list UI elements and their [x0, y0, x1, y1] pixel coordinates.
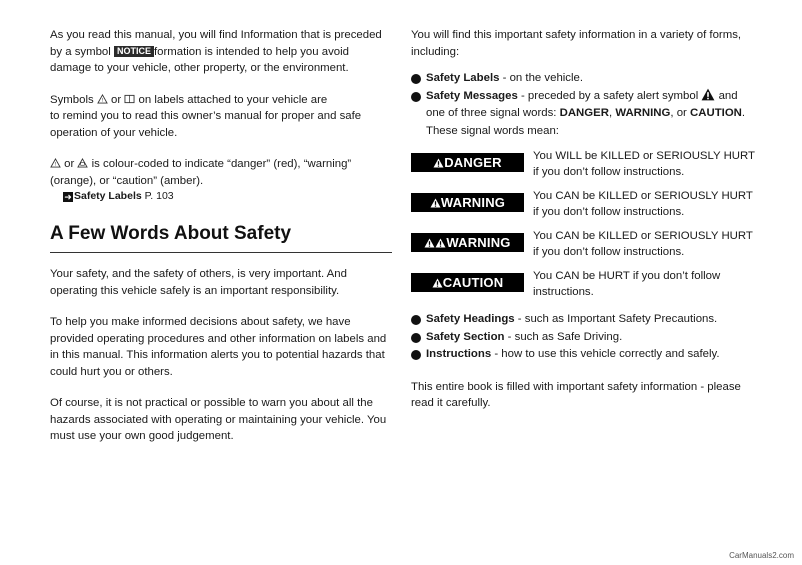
- bullet-icon: [411, 350, 421, 360]
- section-heading: A Few Words About Safety: [50, 222, 392, 253]
- safety-alert-icon: [424, 238, 435, 248]
- right-column: [411, 27, 756, 412]
- symbols-paragraph: Symbols ! or on labels attached to your vehicle are to remind you to read this owner’s manual for proper and safe operation of your vehicle.: [50, 93, 362, 139]
- warning-triangle-icon: [50, 158, 61, 168]
- signal-words-list: [411, 149, 756, 300]
- caution-badge: CAUTION: [411, 273, 524, 292]
- list-item: Safety Labels - on the vehicle.: [411, 70, 756, 88]
- bullet-icon: [411, 92, 421, 102]
- list-item: Safety Headings - such as Important Safety Precautions.: [411, 311, 756, 329]
- svg-text:!: !: [101, 97, 104, 104]
- safety-paragraph-3: Of course, it is not practical or possible to warn you about all the hazards associated with operating or maintaining your vehicle. You must use your own good judgement.: [50, 397, 387, 442]
- safety-labels-reference-link[interactable]: ➜ Safety Labels P. 103: [64, 190, 174, 202]
- warning-manual-icon: [77, 158, 88, 168]
- safety-alert-icon: [430, 198, 441, 208]
- signal-row-warning-double: WARNING You CAN be KILLED or SERIOUSLY HURT if you don’t follow instructions.: [411, 229, 756, 260]
- arrow-reference-icon: ➜: [64, 192, 72, 202]
- warning-triangle-icon: [97, 94, 108, 104]
- warning-double-badge: WARNING: [411, 233, 524, 252]
- safety-alert-icon: [435, 238, 446, 248]
- safety-alert-icon: [432, 278, 443, 288]
- colour-paragraph: ! or is colour-coded to indicate “danger” (red), “warning” (orange), or “caution” (amber).: [50, 158, 352, 187]
- danger-badge: DANGER: [411, 153, 524, 172]
- signal-row-warning: WARNING You CAN be KILLED or SERIOUSLY HURT if you don’t follow instructions.: [411, 189, 756, 220]
- bullet-icon: [411, 315, 421, 325]
- safety-paragraph-2: To help you make informed decisions about safety, we have provided operating procedures and other information on labels and in this manual. This information alerts you to potential hazards that could hurt you or others.: [50, 316, 387, 378]
- safety-paragraph-1: Your safety, and the safety of others, is very important. And operating this vehicle safely is an important responsibility.: [50, 268, 347, 297]
- forms-list-top: [411, 70, 756, 140]
- forms-intro: You will find this important safety information in a variety of forms, including:: [411, 29, 742, 58]
- bullet-icon: [411, 74, 421, 84]
- list-item: Safety Section - such as Safe Driving.: [411, 329, 756, 347]
- list-item: Instructions - how to use this vehicle correctly and safely.: [411, 346, 756, 364]
- watermark: CarManuals2.com: [729, 551, 794, 560]
- signal-row-caution: CAUTION You CAN be HURT if you don’t follow instructions.: [411, 269, 756, 300]
- closing-paragraph: This entire book is filled with important safety information - please read it carefully.: [411, 380, 741, 409]
- forms-list-bottom: [411, 311, 756, 364]
- manual-book-icon: [124, 94, 135, 104]
- safety-alert-icon: [433, 158, 444, 168]
- warning-badge: WARNING: [411, 193, 524, 212]
- intro-paragraph: As you read this manual, you will find Information that is preceded by a symbol NOTICE formation is intended to help you avoid damage to your vehicle, other property, or the environment.: [50, 29, 382, 74]
- signal-row-danger: DANGER You WILL be KILLED or SERIOUSLY HURT if you don’t follow instructions.: [411, 149, 756, 180]
- notice-badge: NOTICE: [114, 46, 154, 57]
- bullet-icon: [411, 333, 421, 343]
- list-item: Safety Messages - preceded by a safety alert symbol and one of three signal words: DANGER, WARNING, or CAUTION. These signal words mean:: [411, 88, 756, 141]
- svg-text:!: !: [54, 162, 57, 168]
- left-column: [50, 27, 392, 445]
- safety-alert-icon: [701, 88, 715, 101]
